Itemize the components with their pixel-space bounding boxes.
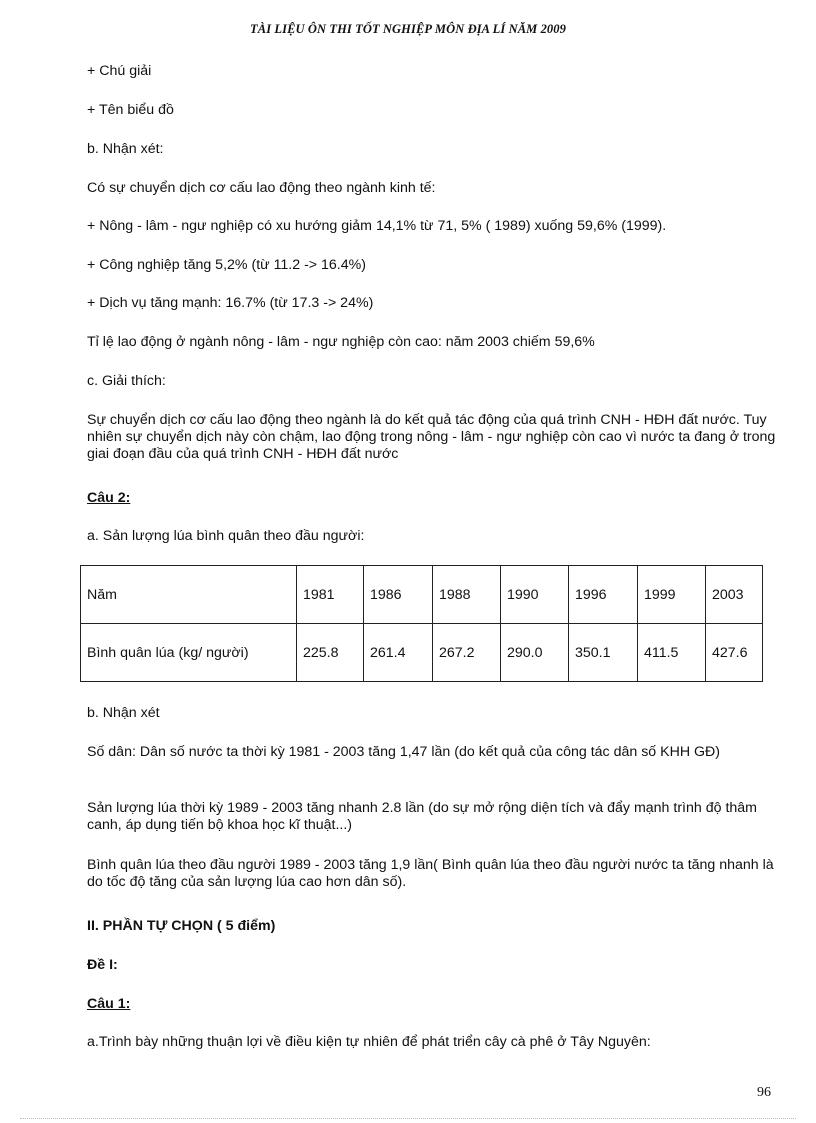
table-row	[81, 566, 763, 624]
paragraph-rice-output: Sản lượng lúa thời kỳ 1989 - 2003 tăng nhanh 2.8 lần (do sự mở rộng diện tích và đẩy mạnh trình độ thâm canh, áp dụng tiến bộ khoa học kĩ thuật...)	[87, 800, 757, 833]
question-2-heading: Câu 2:	[87, 490, 131, 506]
legend-line: + Chú giải	[87, 63, 152, 79]
table-cell: 411.5	[638, 624, 706, 682]
table-cell: 1988	[433, 566, 501, 624]
page-number: 96	[757, 1085, 771, 1100]
rice-per-capita-table	[80, 565, 763, 682]
table-cell: 290.0	[501, 624, 569, 682]
paragraph: Có sự chuyển dịch cơ cấu lao động theo ngành kinh tế:	[87, 180, 436, 196]
table-cell: 350.1	[569, 624, 638, 682]
table-cell-label: Bình quân lúa (kg/ người)	[81, 624, 297, 682]
page-header: TÀI LIỆU ÔN THI TỐT NGHIỆP MÔN ĐỊA LÍ NĂM 2009	[250, 22, 566, 36]
table-cell: 1996	[569, 566, 638, 624]
question-1a: a.Trình bày những thuận lợi về điều kiện tự nhiên để phát triển cây cà phê ở Tây Nguyên:	[87, 1034, 651, 1050]
explanation-heading: c. Giải thích:	[87, 373, 166, 389]
table-cell: 1999	[638, 566, 706, 624]
comment-heading: b. Nhận xét	[87, 705, 160, 721]
table-cell: 1986	[364, 566, 433, 624]
bullet-agriculture: + Nông - lâm - ngư nghiệp có xu hướng giảm 14,1% từ 71, 5% ( 1989) xuống 59,6% (1999).	[87, 218, 667, 234]
bullet-industry: + Công nghiệp tăng 5,2% (từ 11.2 -> 16.4%)	[87, 257, 366, 273]
footer-divider	[20, 1118, 796, 1119]
table-cell: 1981	[297, 566, 364, 624]
table-cell-label: Năm	[81, 566, 297, 624]
table-cell: 2003	[706, 566, 763, 624]
paragraph: Tỉ lệ lao động ở ngành nông - lâm - ngư nghiệp còn cao: năm 2003 chiếm 59,6%	[87, 334, 595, 350]
paragraph-rice-per-capita: Bình quân lúa theo đầu người 1989 - 2003 tăng 1,9 lần( Bình quân lúa theo đầu người nước ta tăng nhanh là do tốc độ tăng của sản lượng lúa cao hơn dân số).	[87, 857, 774, 890]
explanation-paragraph: Sự chuyển dịch cơ cấu lao động theo ngành là do kết quả tác động của quá trình CNH - HĐH đất nước. Tuy nhiên sự chuyển dịch này còn chậm, lao động trong nông - lâm - ngư nghiệp còn cao vì nước ta đang ở trong giai đoạn đầu của quá trình CNH - HĐH đất nước	[87, 412, 776, 462]
chart-title-line: + Tên biểu đồ	[87, 102, 174, 118]
table-cell: 267.2	[433, 624, 501, 682]
table-cell: 261.4	[364, 624, 433, 682]
question-2a: a. Sản lượng lúa bình quân theo đầu người:	[87, 528, 365, 544]
bullet-services: + Dịch vụ tăng mạnh: 16.7% (từ 17.3 -> 24%)	[87, 295, 374, 311]
topic-heading: Đề I:	[87, 957, 118, 973]
question-1-heading: Câu 1:	[87, 996, 131, 1012]
table-cell: 1990	[501, 566, 569, 624]
table-cell: 225.8	[297, 624, 364, 682]
table-cell: 427.6	[706, 624, 763, 682]
paragraph-population: Số dân: Dân số nước ta thời kỳ 1981 - 2003 tăng 1,47 lần (do kết quả của công tác dân số KHH GĐ)	[87, 744, 721, 760]
comment-heading: b. Nhận xét:	[87, 141, 164, 157]
section-heading: II. PHẦN TỰ CHỌN ( 5 điểm)	[87, 918, 276, 934]
table-row	[81, 624, 763, 682]
